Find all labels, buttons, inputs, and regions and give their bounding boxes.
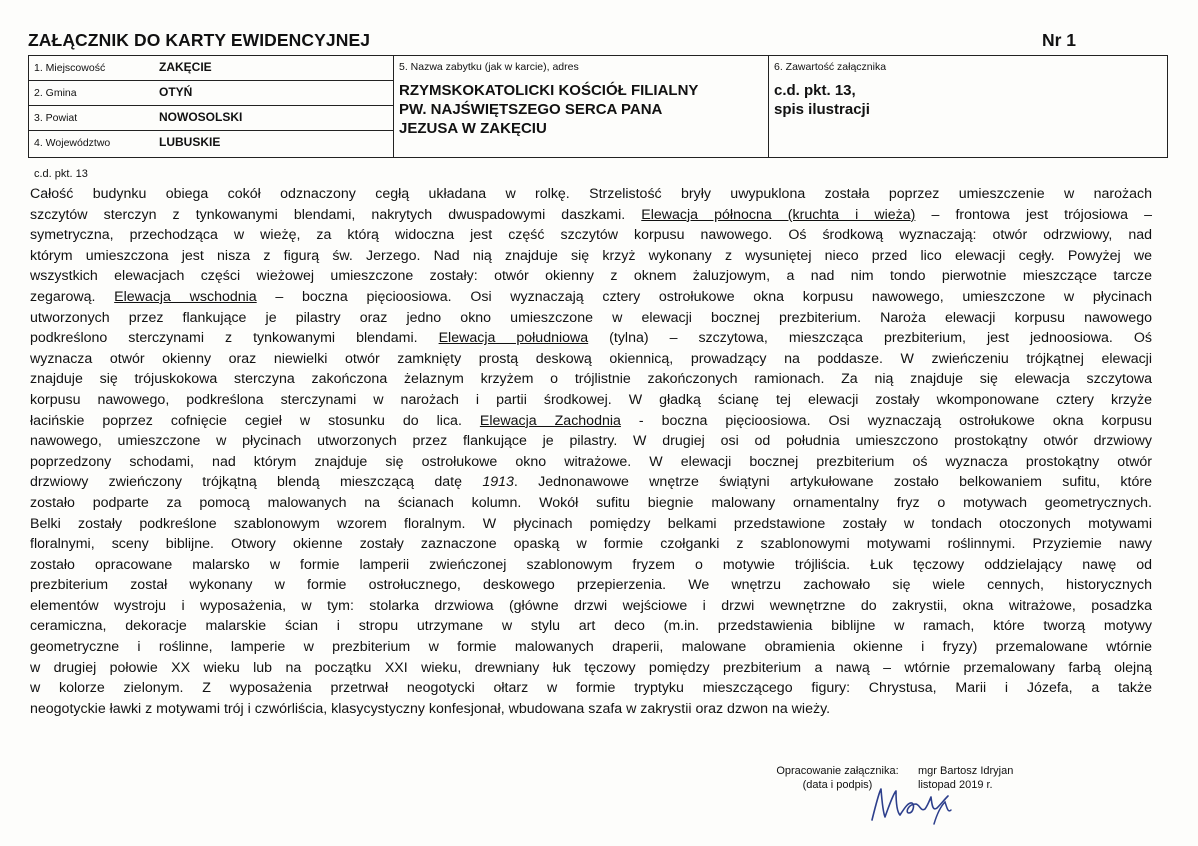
body-line: wszystkich elewacjach części wieżowej umieszczone zostały: otwór okienny z oknem żaluzjowym, a nad nim tondo pierwotnie mieszczące tarcze (30, 268, 1152, 285)
location-row-district (29, 106, 393, 131)
contents-line: c.d. pkt. 13, (774, 82, 856, 99)
object-name-line: RZYMSKOKATOLICKI KOŚCIÓŁ FILIALNY (399, 82, 699, 99)
body-line: neogotyckie ławki z motywami trój i czwórliścia, klasycystyczny konfesjonał, wbudowana szafa w zakrystii oraz dzwon na wieży. (30, 700, 831, 717)
elevation-heading: Elewacja Zachodnia (479, 412, 621, 429)
contents-value (774, 81, 870, 119)
attachment-number: Nr 1 (1041, 30, 1076, 50)
body-line: podkreślono sterczynami z tynkowanymi blendami. Elewacja południowa (tylna) – szczytowa, mieszcząca prezbiterium, jest jednoosiowa. Oś (30, 330, 1152, 347)
body-line: utworzonych przez flankujące je pilastry oraz jedno okno umieszczone w elewacji bocznej prezbiterium. Naroża elewacji korpusu nawowego (30, 309, 1152, 326)
object-column (394, 56, 769, 157)
object-name (399, 81, 759, 138)
document-header (28, 30, 1168, 52)
description-body (30, 184, 1152, 719)
prepared-by-label-line: Opracowanie załącznika: (776, 765, 899, 777)
body-line: nawowego, umieszczone w płycinach utworzonych przez flankujące je pilastry. W drugiej osi od południa umieszczono prostokątny otwór drzwiowy (30, 433, 1152, 450)
handwritten-signature (868, 780, 958, 828)
body-line: floralnymi, sceny biblijne. Otwory okienne zostały zaznaczone opaską w formie czołganki z szablonowymi motywami roślinnymi. Przyziemie nawy (30, 536, 1152, 553)
elevation-heading: Elewacja południowa (438, 330, 589, 347)
header-table (28, 55, 1168, 158)
author-date: listopad 2019 r. (918, 779, 993, 791)
body-line: korpusu nawowego, podkreślona sterczynami w narożach i partii środkowej. W gładką ścianę tej elewacji zostały wkomponowane cztery krzyże (30, 391, 1152, 408)
body-line: drzwiowy zwieńczony trójkątną blendą mieszczącą datę 1913. Jednonawowe wnętrze świątyni artykułowane zostało belkowaniem sufitu, które (30, 474, 1152, 491)
body-line: wyznacza otwór okienny oraz niewielki otwór zamknięty prostą deskową okiennicą, prowadzący na poddasze. W zwieńczeniu trójkątnej elewacji (30, 350, 1152, 367)
town-label: 1. Miejscowość (34, 62, 106, 74)
contents-line: spis ilustracji (774, 101, 870, 118)
body-line: poprzedzony schodami, nad którym znajduje się ostrołukowe okno witrażowe. W elewacji bocznej prezbiterium oś wyznacza prostokątny otwór (30, 453, 1152, 470)
body-line: Całość budynku obiega cokół odznaczony cegłą układana w rolkę. Strzelistość bryły uwypuklona została poprzez umieszczenie w narożach (30, 186, 1152, 202)
body-line: szczytów sterczyn z tynkowanymi blendami, nakrytych dwuspadowymi daszkami. Elewacja północna (kruchta i wieża) – frontowa jest trójosiowa – (30, 206, 1152, 223)
contents-label: 6. Zawartość załącznika (774, 61, 887, 73)
voivodeship-label: 4. Województwo (34, 137, 111, 149)
body-line: symetryczna, przechodząca w wieżę, za którą widoczna jest część szczytów korpusu nawowego. Oś środkową wyznaczają: otwór odrzwiowy, nad (30, 227, 1152, 244)
district-value: NOWOSOLSKI (159, 110, 243, 124)
voivodeship-value: LUBUSKIE (159, 135, 221, 149)
date-value: 1913 (482, 474, 514, 491)
body-line: elementów wystroju i wyposażenia, w tym: stolarka drzwiowa (główne drzwi wejściowe i drzwi wewnętrzne do zakrystii, okna witrażowe, posadzka (30, 597, 1152, 614)
body-line: zostało podparte za pomocą malowanych na ścianach kolumn. Wokół sufitu biegnie malowany ornamentalny fryz o motywach geometrycznych. (30, 494, 1152, 511)
elevation-heading: Elewacja północna (kruchta i wieża) (641, 206, 916, 223)
body-line: ceramiczna, dekoracje malarskie ścian i stropu utrzymane w stylu art deco (m.in. przedstawienia biblijne w ramach, które tworzą motywy (30, 618, 1152, 635)
body-line: w drugiej połowie XX wieku lub na początku XXI wieku, drewniany łuk tęczowy pomiędzy prezbiterium a nawą – wtórnie przemalowany farbą olejną (30, 659, 1152, 676)
body-line: prezbiterium został wykonany w formie ostrołucznego, deskowego przepierzenia. We wnętrzu zachowało się wiele cennych, historycznych (30, 577, 1152, 594)
commune-label: 2. Gmina (34, 87, 77, 99)
town-value: ZAKĘCIE (159, 60, 212, 74)
author-name: mgr Bartosz Idryjan (918, 765, 1014, 777)
object-name-line: JEZUSA W ZAKĘCIU (399, 120, 547, 137)
object-name-label: 5. Nazwa zabytku (jak w karcie), adres (399, 61, 579, 73)
body-line: zegarową. Elewacja wschodnia – boczna pięcioosiowa. Osi wyznaczają cztery ostrołukowe okna korpusu nawowego, umieszczone w płycinach (30, 288, 1153, 305)
object-name-line: PW. NAJŚWIĘTSZEGO SERCA PANA (399, 101, 663, 118)
district-label: 3. Powiat (34, 112, 78, 124)
contents-column (769, 56, 1167, 157)
prepared-by-label-line: (data i podpis) (802, 779, 873, 791)
body-line: łacińskie poprzez cofnięcie cegieł w stosunku do lica. Elewacja Zachodnia - boczna pięcioosiowa. Osi wyznaczają ostrołukowe okna korpusu (30, 412, 1152, 429)
section-reference: c.d. pkt. 13 (34, 168, 88, 180)
location-row-town (29, 56, 393, 81)
location-column (29, 56, 394, 157)
body-line: Belki zostały podkreślone szablonowym wzorem floralnym. W płycinach pomiędzy belkami przedstawione zostały w tondach otoczonych motywami (30, 515, 1152, 532)
body-line: w kolorze zielonym. Z wyposażenia przetrwał neogotycki ołtarz w formie tryptyku mieszczącego figury: Chrystusa, Marii i Józefa, a także (30, 680, 1152, 697)
body-line: geometryczne i roślinne, lamperie w prezbiterium w formie malowanych draperii, malowane obramienia okienne i fryzy) przemalowane wtórnie (30, 639, 1152, 656)
location-row-voivodeship (29, 131, 393, 156)
elevation-heading: Elewacja wschodnia (114, 288, 257, 305)
body-line: znajduje się trójuskokowa sterczyna zakończona żelaznym krzyżem o trójlistnie zakończonych ramionach. Za nią znajduje się elewacja szczytowa (30, 371, 1152, 388)
body-line: zostało opracowane malarsko w formie lamperii zwieńczonej szablonowym fryzem o motywie trójliścia. Łuk tęczowy oddzielający nawę od (30, 556, 1152, 573)
location-row-commune (29, 81, 393, 106)
body-line: którym umieszczona jest nisza z figurą św. Jerzego. Nad nią znajduje się krzyż wykonany z wysuniętej nieco przed lico elewacji cegły. Powyżej we (30, 247, 1152, 264)
document-title: ZAŁĄCZNIK DO KARTY EWIDENCYJNEJ (28, 30, 371, 50)
commune-value: OTYŃ (159, 85, 193, 99)
